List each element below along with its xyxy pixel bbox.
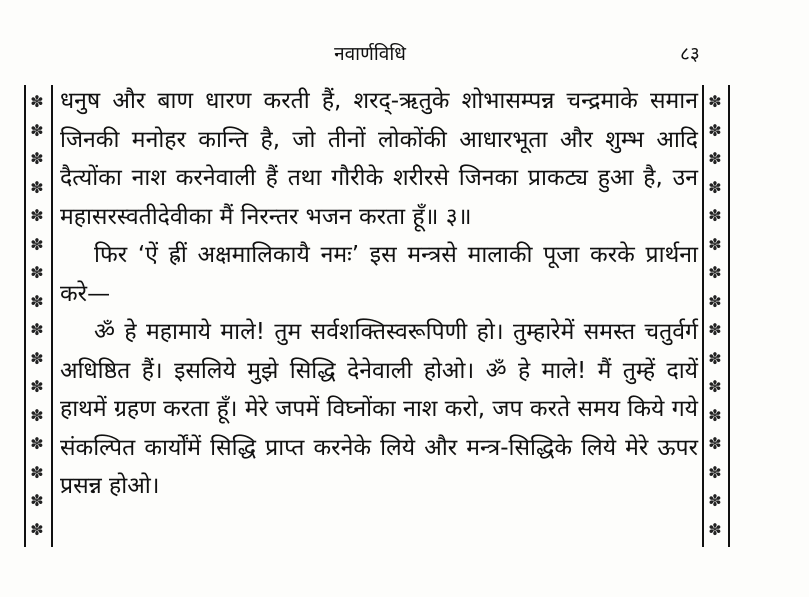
page-number: ८३ (680, 43, 700, 65)
page-body (60, 82, 698, 506)
border-line-left-inner (51, 85, 53, 547)
flower-ornament-icon: ✽ (30, 519, 44, 539)
flower-ornament-icon: ✽ (708, 291, 722, 311)
flower-ornament-icon: ✽ (708, 519, 722, 539)
flower-ornament-icon: ✽ (30, 263, 44, 282)
flower-ornament-icon: ✽ (708, 491, 722, 510)
flower-ornament-icon: ✽ (30, 206, 44, 225)
flower-ornament-icon: ✽ (30, 120, 44, 140)
paragraph-verse-3: धनुष और बाण धारण करती हैं, शरद्-ऋतुके शोभासम्पन्न चन्द्रमाके समान जिनकी मनोहर कान्ति है, जो तीनों लोकोंकी आधारभूता और शुम्भ आदि दैत्योंका नाश करनेवाली हैं तथा गौरीके शरीरसे जिनका प्राकट्य हुआ है, उन महासरस्वतीदेवीका मैं निरन्तर भजन करता हूँ॥ ३॥ (60, 88, 698, 230)
flower-ornament-icon: ✽ (708, 434, 722, 453)
ornament-column-left (27, 88, 47, 544)
flower-ornament-icon: ✽ (708, 234, 722, 254)
flower-ornament-icon: ✽ (30, 405, 44, 425)
flower-ornament-icon: ✽ (30, 348, 44, 368)
flower-ornament-icon: ✽ (708, 120, 722, 140)
flower-ornament-icon: ✽ (30, 377, 44, 396)
paragraph-instruction: फिर ‘ऐं ह्रीं अक्षमालिकायै नमः’ इस मन्त्रसे मालाकी पूजा करके प्रार्थना करे— (60, 242, 698, 307)
flower-ornament-icon: ✽ (708, 405, 722, 425)
flower-ornament-icon: ✽ (30, 462, 44, 482)
flower-ornament-icon: ✽ (30, 291, 44, 311)
border-line-left-outer (24, 85, 26, 547)
flower-ornament-icon: ✽ (30, 234, 44, 254)
flower-ornament-icon: ✽ (708, 149, 722, 168)
flower-ornament-icon: ✽ (708, 92, 722, 111)
border-line-right-inner (702, 85, 704, 547)
flower-ornament-icon: ✽ (30, 434, 44, 453)
flower-ornament-icon: ✽ (708, 320, 722, 339)
flower-ornament-icon: ✽ (30, 491, 44, 510)
running-header-title: नवार्णविधि (334, 43, 406, 65)
flower-ornament-icon: ✽ (708, 263, 722, 282)
flower-ornament-icon: ✽ (30, 177, 44, 197)
flower-ornament-icon: ✽ (30, 149, 44, 168)
flower-ornament-icon: ✽ (708, 206, 722, 225)
flower-ornament-icon: ✽ (708, 377, 722, 396)
flower-ornament-icon: ✽ (30, 92, 44, 111)
ornament-column-right (705, 88, 725, 544)
flower-ornament-icon: ✽ (30, 320, 44, 339)
flower-ornament-icon: ✽ (708, 462, 722, 482)
border-line-right-outer (728, 85, 730, 547)
paragraph-prayer: ॐ हे महामाये माले! तुम सर्वशक्तिस्वरूपिणी हो। तुम्हारेमें समस्त चतुर्वर्ग अधिष्ठित हैं। इसलिये मुझे सिद्धि देनेवाली होओ। ॐ हे माले! मैं तुम्हें दायें हाथमें ग्रहण करता हूँ। मेरे जपमें विघ्नोंका नाश करो, जप करते समय किये गये संकल्पित कार्योंमें सिद्धि प्राप्त करनेके लिये और मन्त्र-सिद्धिके लिये मेरे ऊपर प्रसन्न होओ। (60, 319, 698, 499)
flower-ornament-icon: ✽ (708, 348, 722, 368)
flower-ornament-icon: ✽ (708, 177, 722, 197)
